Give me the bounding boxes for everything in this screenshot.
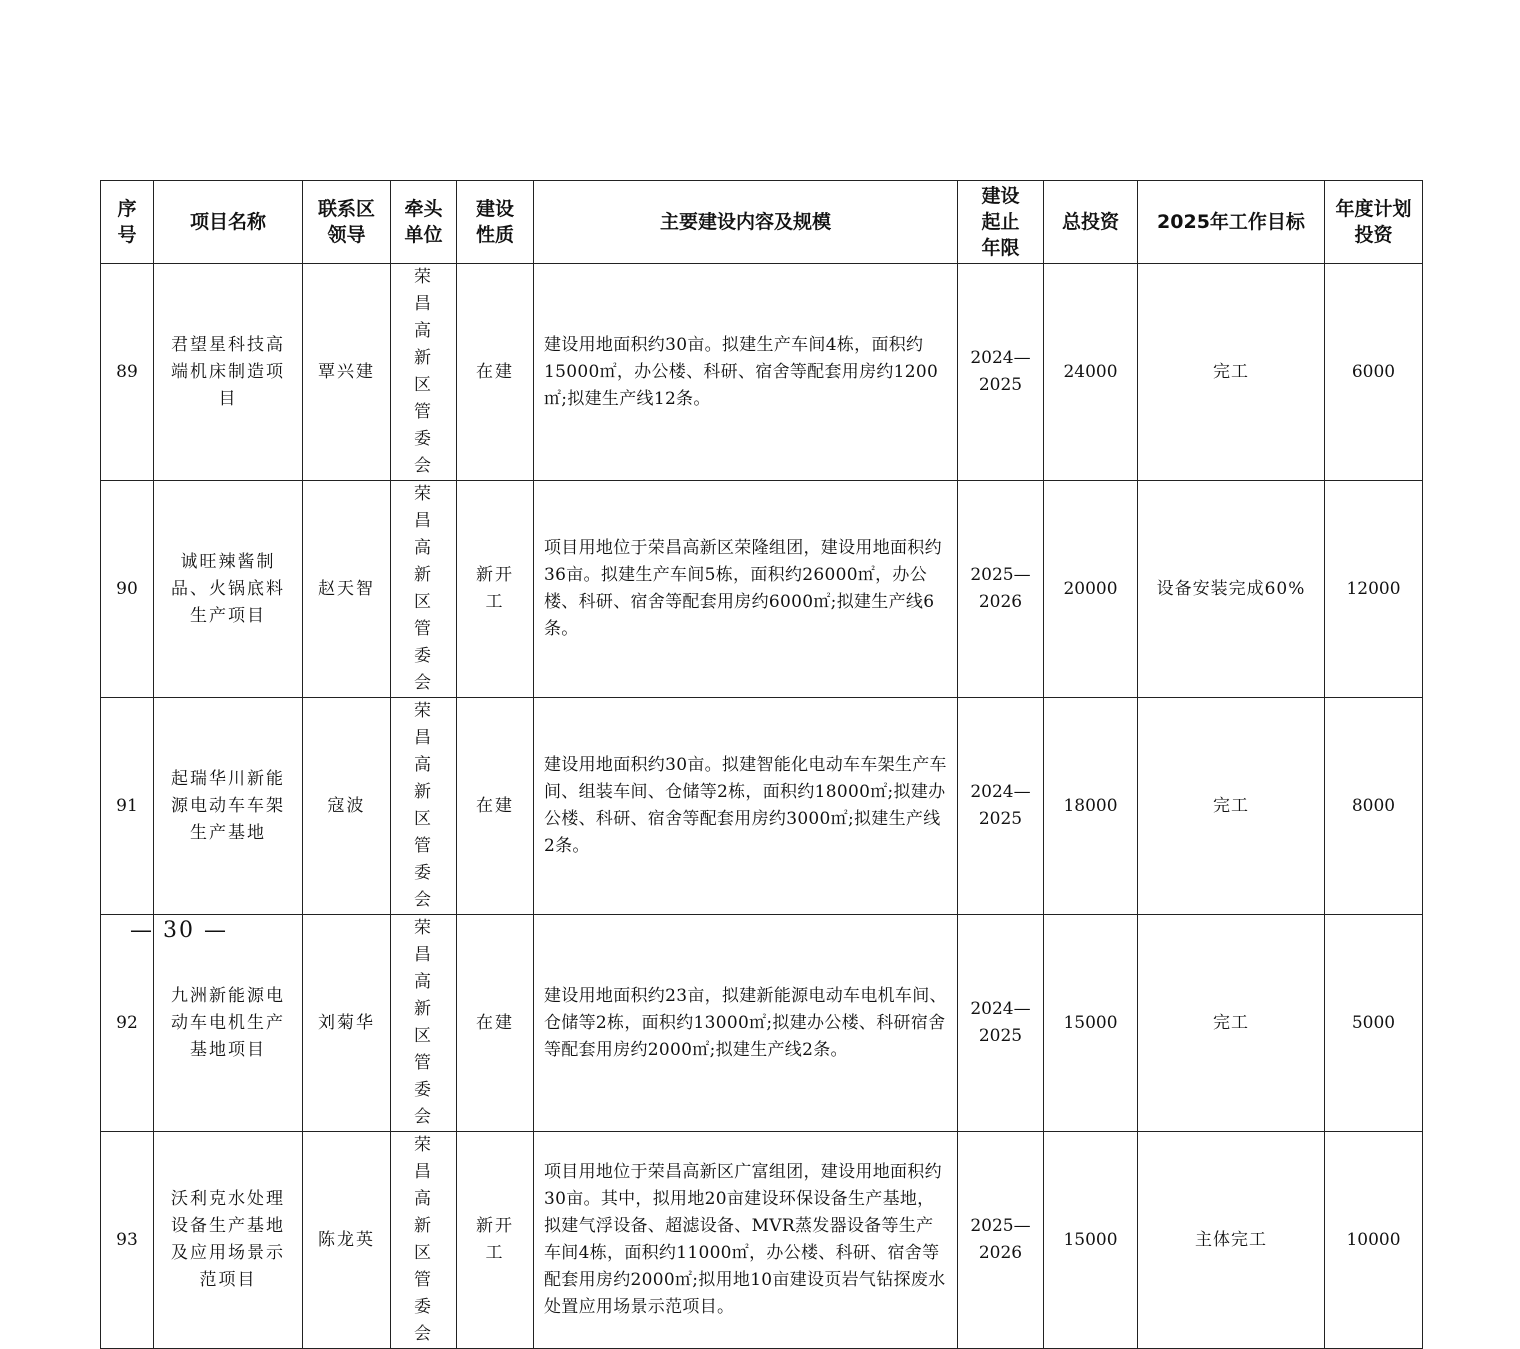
table-row <box>101 481 1423 698</box>
header-period: 建设起止年限 <box>958 181 1044 264</box>
row-index: 93 <box>101 1132 154 1349</box>
row-content: 建设用地面积约23亩，拟建新能源电动车电机车间、仓储等2栋，面积约13000㎡;拟建办公楼、科研宿舍等配套用房约2000㎡;拟建生产线2条。 <box>534 915 958 1132</box>
row-target: 设备安装完成60% <box>1138 481 1325 698</box>
table-row <box>101 1132 1423 1349</box>
row-leader: 刘菊华 <box>303 915 391 1132</box>
row-period <box>958 1132 1044 1349</box>
row-content: 项目用地位于荣昌高新区荣隆组团，建设用地面积约36亩。拟建生产车间5栋，面积约26000㎡，办公楼、科研、宿舍等配套用房约6000㎡;拟建生产线6条。 <box>534 481 958 698</box>
row-name: 九洲新能源电动车电机生产基地项目 <box>154 915 303 1132</box>
row-name: 起瑞华川新能源电动车车架生产基地 <box>154 698 303 915</box>
header-row <box>101 181 1423 264</box>
table-row <box>101 698 1423 915</box>
row-nature: 在建 <box>457 915 534 1132</box>
row-investment: 15000 <box>1044 1132 1138 1349</box>
row-name: 君望星科技高端机床制造项目 <box>154 264 303 481</box>
table-header <box>101 181 1423 264</box>
row-period-start: 2024— <box>970 348 1031 368</box>
row-period-end: 2025 <box>978 375 1023 395</box>
row-leader: 陈龙英 <box>303 1132 391 1349</box>
page-number: — 30 — <box>130 918 228 943</box>
header-annual: 年度计划投资 <box>1325 181 1423 264</box>
row-unit: 荣昌高新区管委会 <box>391 1132 457 1349</box>
row-index: 91 <box>101 698 154 915</box>
row-content: 项目用地位于荣昌高新区广富组团，建设用地面积约30亩。其中，拟用地20亩建设环保设备生产基地，拟建气浮设备、超滤设备、MVR蒸发器设备等生产车间4栋，面积约11000㎡，办公楼、科研、宿舍等配套用房约2000㎡;拟用地10亩建设页岩气钻探废水处置应用场景示范项目。 <box>534 1132 958 1349</box>
row-content: 建设用地面积约30亩。拟建生产车间4栋，面积约15000㎡，办公楼、科研、宿舍等配套用房约1200㎡;拟建生产线12条。 <box>534 264 958 481</box>
row-unit: 荣昌高新区管委会 <box>391 481 457 698</box>
row-index: 90 <box>101 481 154 698</box>
project-table <box>100 180 1423 1349</box>
row-period-start: 2024— <box>970 999 1031 1019</box>
row-investment: 24000 <box>1044 264 1138 481</box>
table-row <box>101 915 1423 1132</box>
header-name: 项目名称 <box>154 181 303 264</box>
row-unit: 荣昌高新区管委会 <box>391 264 457 481</box>
row-period <box>958 698 1044 915</box>
row-index: 89 <box>101 264 154 481</box>
row-target: 完工 <box>1138 264 1325 481</box>
row-period-end: 2026 <box>978 592 1023 612</box>
row-period-end: 2025 <box>978 809 1023 829</box>
row-nature: 新开工 <box>457 1132 534 1349</box>
row-annual: 10000 <box>1325 1132 1423 1349</box>
row-period-start: 2025— <box>970 565 1031 585</box>
row-leader: 覃兴建 <box>303 264 391 481</box>
header-unit: 牵头单位 <box>391 181 457 264</box>
row-index: 92 <box>101 915 154 1132</box>
row-leader: 寇波 <box>303 698 391 915</box>
row-annual: 12000 <box>1325 481 1423 698</box>
row-annual: 6000 <box>1325 264 1423 481</box>
row-period-end: 2025 <box>978 1026 1023 1046</box>
row-period-start: 2024— <box>970 782 1031 802</box>
table-body <box>101 264 1423 1349</box>
header-nature: 建设性质 <box>457 181 534 264</box>
header-content: 主要建设内容及规模 <box>534 181 958 264</box>
header-index: 序号 <box>101 181 154 264</box>
row-unit: 荣昌高新区管委会 <box>391 698 457 915</box>
row-investment: 18000 <box>1044 698 1138 915</box>
header-leader: 联系区领导 <box>303 181 391 264</box>
row-period <box>958 915 1044 1132</box>
row-name: 诚旺辣酱制品、火锅底料生产项目 <box>154 481 303 698</box>
row-annual: 8000 <box>1325 698 1423 915</box>
row-annual: 5000 <box>1325 915 1423 1132</box>
header-investment: 总投资 <box>1044 181 1138 264</box>
row-target: 完工 <box>1138 915 1325 1132</box>
table-row <box>101 264 1423 481</box>
row-nature: 在建 <box>457 264 534 481</box>
row-investment: 15000 <box>1044 915 1138 1132</box>
row-period <box>958 264 1044 481</box>
row-unit: 荣昌高新区管委会 <box>391 915 457 1132</box>
row-target: 完工 <box>1138 698 1325 915</box>
row-period-start: 2025— <box>970 1216 1031 1236</box>
row-leader: 赵天智 <box>303 481 391 698</box>
header-target: 2025年工作目标 <box>1138 181 1325 264</box>
row-content: 建设用地面积约30亩。拟建智能化电动车车架生产车间、组装车间、仓储等2栋，面积约18000㎡;拟建办公楼、科研、宿舍等配套用房约3000㎡;拟建生产线2条。 <box>534 698 958 915</box>
row-nature: 新开工 <box>457 481 534 698</box>
row-nature: 在建 <box>457 698 534 915</box>
row-name: 沃利克水处理设备生产基地及应用场景示范项目 <box>154 1132 303 1349</box>
row-investment: 20000 <box>1044 481 1138 698</box>
row-period <box>958 481 1044 698</box>
row-period-end: 2026 <box>978 1243 1023 1263</box>
row-target: 主体完工 <box>1138 1132 1325 1349</box>
